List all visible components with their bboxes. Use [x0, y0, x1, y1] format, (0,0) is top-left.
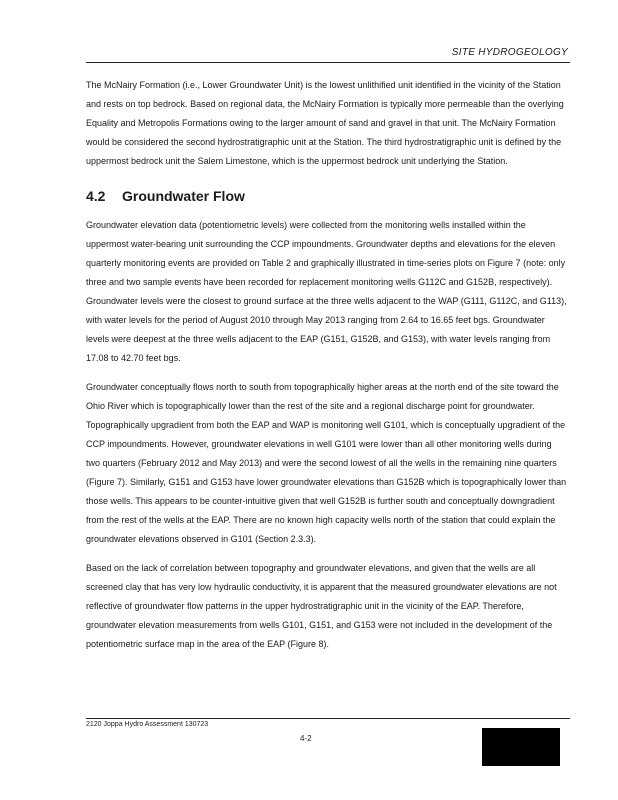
page-body	[86, 76, 568, 654]
body-paragraph-1: Groundwater elevation data (potentiometric levels) were collected from the monitoring wells installed within the uppermost water-bearing unit surrounding the CCP impoundments. Groundwater depths and elevations for the eleven quarterly monitoring events are provided on Table 2 and graphically illustrated in time-series plots on Figure 7 (note: only three and two sample events have been recorded for replacement monitoring wells G112C and G152B, respectively). Groundwater levels were the closest to ground surface at the three wells adjacent to the WAP (G111, G112C, and G113), with water levels for the period of August 2010 through May 2013 ranging from 2.64 to 16.65 feet bgs. Groundwater levels were deepest at the three wells adjacent to the EAP (G151, G152B, and G153), with water levels ranging from 17.08 to 42.70 feet bgs.	[86, 220, 567, 363]
page-number: 4-2	[300, 734, 312, 743]
footer-document-id: 2120 Joppa Hydro Assessment 130723	[86, 721, 209, 728]
section-title: Groundwater Flow	[122, 188, 245, 204]
header-rule	[86, 62, 570, 63]
section-heading	[86, 186, 568, 206]
running-header: SITE HYDROGEOLOGY	[451, 47, 568, 58]
body-paragraph-3: Based on the lack of correlation between topography and groundwater elevations, and given that the wells are all screened clay that has very low hydraulic conductivity, it is apparent that the measured groundwater elevations are not reflective of groundwater flow patterns in the upper hydrostratigraphic unit in the vicinity of the EAP. Therefore, groundwater elevation measurements from wells G101, G151, and G153 were not included in the development of the potentiometric surface map in the area of the EAP (Figure 8).	[86, 563, 557, 649]
intro-paragraph: The McNairy Formation (i.e., Lower Groundwater Unit) is the lowest unlithified unit identified in the vicinity of the Station and rests on top bedrock. Based on regional data, the McNairy Formation is typically more permeable than the overlying Equality and Metropolis Formations owing to the larger amount of sand and gravel in that unit. The McNairy Formation would be considered the second hydrostratigraphic unit at the Station. The third hydrostratigraphic unit is defined by the uppermost bedrock unit the Salem Limestone, which is the uppermost bedrock unit underlying the Station.	[86, 80, 564, 166]
body-paragraph-2: Groundwater conceptually flows north to south from topographically higher areas at the north end of the site toward the Ohio River which is topographically lower than the rest of the site and a regional discharge point for groundwater. Topographically upgradient from both the EAP and WAP is monitoring well G101, which is conceptually upgradient of the CCP impoundments. However, groundwater elevations in well G101 were lower than all other monitoring wells during two quarters (February 2012 and May 2013) and were the second lowest of all the wells in the remaining nine quarters (Figure 7). Similarly, G151 and G153 have lower groundwater elevations than G152B which is topographically lower than those wells. This appears to be counter-intuitive given that well G152B is further south and conceptually downgradient from the rest of the wells at the EAP. There are no known high capacity wells north of the station that could explain the groundwater elevations observed in G101 (Section 2.3.3).	[86, 382, 567, 544]
footer-rule	[86, 718, 570, 719]
section-number: 4.2	[86, 188, 106, 204]
redaction-box	[482, 728, 560, 766]
